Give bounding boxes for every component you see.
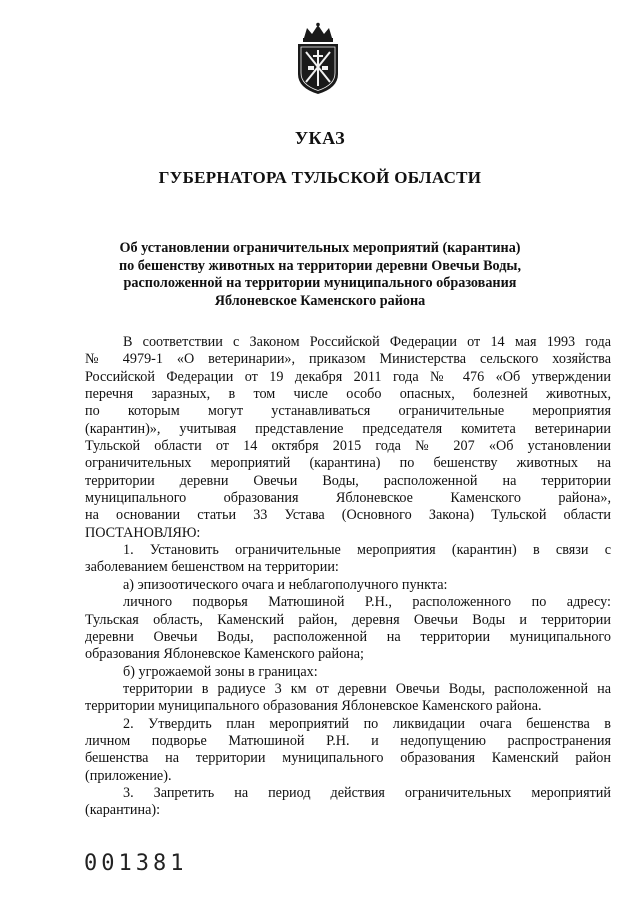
body-line: муниципального образования Яблоневское Каменского района», [85, 490, 611, 507]
body-line: Тульская область, Каменский район, деревня Овечьи Воды и территории [85, 611, 611, 628]
body-line: личном подворье Матюшиной Р.Н. и недопущению распространения [85, 732, 611, 749]
body-line: деревни Овечьи Воды, расположенной на территории муниципального [85, 628, 611, 645]
subject-line: расположенной на территории муниципального образования [123, 275, 517, 291]
body-line: на основании статьи 33 Устава (Основного Закона) Тульской области [85, 507, 611, 524]
body-line: а) эпизоотического очага и неблагополучного пункта: [123, 576, 448, 593]
body-line: Тульской области от 14 октября 2015 года № 207 «Об установлении [85, 438, 611, 455]
body-line: бешенства на территории муниципального образования Каменский район [85, 750, 611, 767]
body-line: (карантин)», учитывая представление председателя комитета ветеринарии [85, 420, 611, 437]
subject-line: по бешенству животных на территории деревни Овечьи Воды, [118, 257, 522, 274]
subject-line: Об установлении ограничительных мероприятий (карантина) [119, 240, 521, 256]
body-line: Российской Федерации от 19 декабря 2011 года № 476 «Об утверждении [85, 368, 611, 385]
document-subject [60, 240, 580, 310]
body-line: территории в радиусе 3 км от деревни Овечьи Воды, расположенной на [123, 680, 611, 697]
body-line: личного подворья Матюшиной Р.Н., расположенного по адресу: [123, 594, 611, 611]
document-type-title: УКАЗ [294, 128, 346, 148]
body-line: территории деревни Овечьи Воды, расположенной на территории [85, 472, 611, 489]
body-line: образования Яблоневское Каменского района; [85, 646, 364, 663]
body-line: 3. Запретить на период действия ограничительных мероприятий [123, 784, 611, 801]
body-line: перечня заразных, в том числе особо опасных, болезней животных, [85, 386, 611, 403]
body-line: заболеванием бешенством на территории: [85, 559, 339, 576]
body-line: 1. Установить ограничительные мероприятия (карантин) в связи с [123, 542, 611, 559]
tula-coat-of-arms-icon [292, 22, 344, 96]
document-body [85, 334, 611, 820]
body-line: б) угрожаемой зоны в границах: [123, 663, 318, 680]
body-line: территории муниципального образования Яблоневское Каменского района. [85, 698, 542, 715]
body-line: 2. Утвердить план мероприятий по ликвидации очага бешенства в [123, 715, 611, 732]
body-line: № 4979-1 «О ветеринарии», приказом Министерства сельского хозяйства [85, 351, 611, 368]
body-line: ПОСТАНОВЛЯЮ: [85, 524, 201, 541]
body-line: (приложение). [85, 767, 172, 784]
document-number: 001381 [84, 851, 188, 876]
subject-line: Яблоневское Каменского района [214, 292, 426, 309]
issuer-title: ГУБЕРНАТОРА ТУЛЬСКОЙ ОБЛАСТИ [158, 168, 482, 187]
body-line: (карантина): [85, 802, 161, 819]
body-line: ограничительных мероприятий (карантина) по бешенству животных на [85, 455, 611, 472]
body-line: по которым могут устанавливаться ограничительные мероприятия [85, 403, 611, 420]
body-line: В соответствии с Законом Российской Федерации от 14 мая 1993 года [123, 334, 611, 350]
